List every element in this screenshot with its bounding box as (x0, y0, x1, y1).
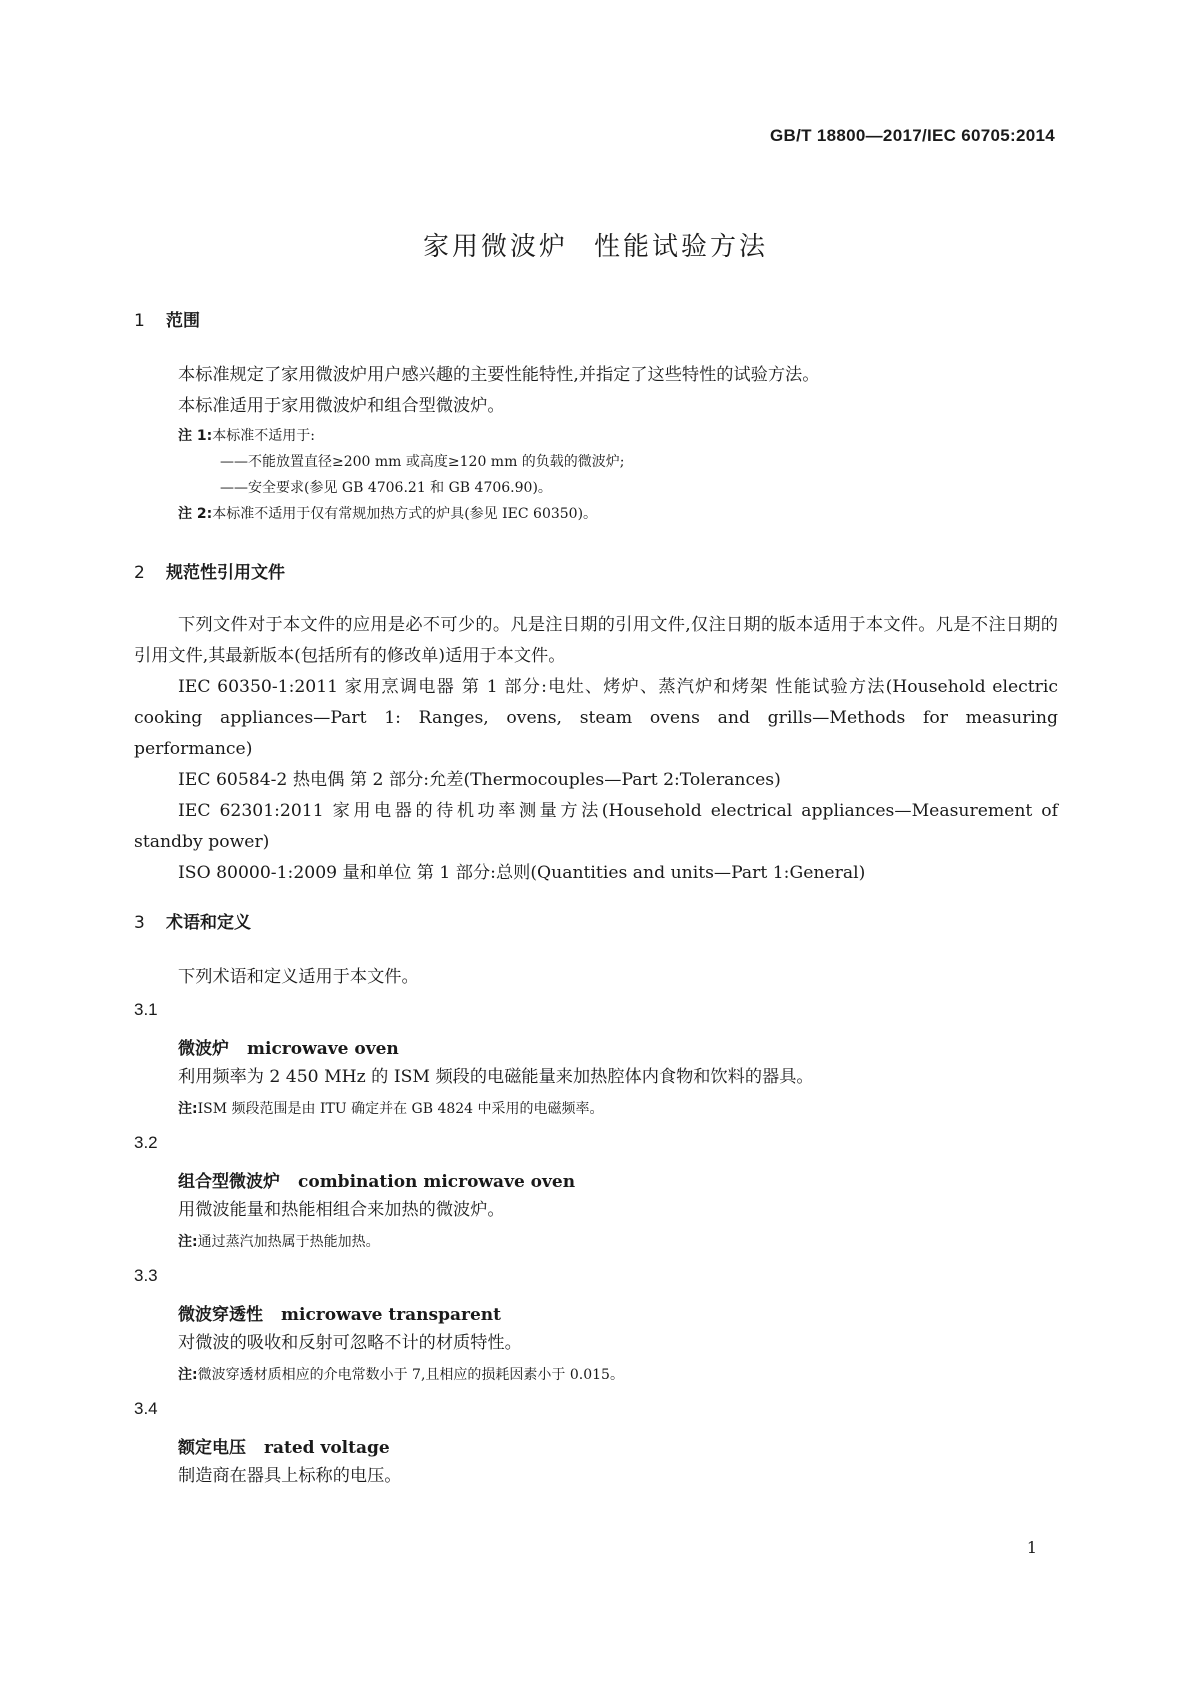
section-heading-scope: 1 范围 (134, 311, 200, 331)
reference-iso-80000-1: ISO 80000-1:2009 量和单位 第 1 部分:总则(Quantities and units—Part 1:General) (178, 863, 866, 883)
title-part-2: 性能试验方法 (594, 232, 769, 262)
term-note: 注:微波穿透材质相应的介电常数小于 7,且相应的损耗因素小于 0.015。 (178, 1367, 624, 1383)
reference-iec-62301: IEC 62301:2011 家用电器的待机功率测量方法(Household electrical appliances—Measurement of standby power) (134, 801, 1058, 852)
term-title: 组合型微波炉 combination microwave oven (178, 1172, 576, 1192)
scope-paragraph-1: 本标准规定了家用微波炉用户感兴趣的主要性能特性,并指定了这些特性的试验方法。 (178, 365, 820, 385)
clause-number: 3.2 (134, 1133, 158, 1152)
term-title: 微波穿透性 microwave transparent (178, 1305, 501, 1325)
section-heading-references: 2 规范性引用文件 (134, 563, 285, 583)
references-intro: 下列文件对于本文件的应用是必不可少的。凡是注日期的引用文件,仅注日期的版本适用于本文件。凡是不注日期的引用文件,其最新版本(包括所有的修改单)适用于本文件。 (134, 615, 1058, 666)
clause-number: 3.4 (134, 1399, 158, 1418)
term-note: 注:ISM 频段范围是由 ITU 确定并在 GB 4824 中采用的电磁频率。 (178, 1101, 604, 1117)
clause-number: 3.3 (134, 1266, 158, 1285)
term-definition: 利用频率为 2 450 MHz 的 ISM 频段的电磁能量来加热腔体内食物和饮料的器具。 (178, 1067, 814, 1087)
term-title: 微波炉 microwave oven (178, 1039, 399, 1059)
scope-paragraph-2: 本标准适用于家用微波炉和组合型微波炉。 (178, 396, 505, 416)
reference-iec-60584-2: IEC 60584-2 热电偶 第 2 部分:允差(Thermocouples—Part 2:Tolerances) (178, 770, 781, 790)
section-heading-terms: 3 术语和定义 (134, 913, 251, 933)
reference-iec-60350-1: IEC 60350-1:2011 家用烹调电器 第 1 部分:电灶、烤炉、蒸汽炉和烤架 性能试验方法(Household electric cooking appliances—Part 1: Ranges, ovens, steam ovens and grills—Methods for measuring performance) (134, 677, 1058, 759)
term-title: 额定电压 rated voltage (178, 1438, 390, 1458)
term-note: 注:通过蒸汽加热属于热能加热。 (178, 1234, 380, 1250)
scope-note-1-item-1: ——不能放置直径≥200 mm 或高度≥120 mm 的负载的微波炉; (220, 454, 625, 470)
page-number: 1 (1026, 1538, 1037, 1557)
clause-number: 3.1 (134, 1000, 158, 1019)
standard-code: GB/T 18800—2017/IEC 60705:2014 (770, 126, 1055, 145)
document-title (0, 226, 1191, 263)
scope-note-1: 注 1:本标准不适用于: (178, 428, 315, 444)
scope-note-2: 注 2:本标准不适用于仅有常规加热方式的炉具(参见 IEC 60350)。 (178, 506, 598, 522)
scope-note-1-item-2: ——安全要求(参见 GB 4706.21 和 GB 4706.90)。 (220, 480, 552, 496)
term-definition: 用微波能量和热能相组合来加热的微波炉。 (178, 1200, 505, 1220)
term-definition: 制造商在器具上标称的电压。 (178, 1466, 402, 1486)
term-definition: 对微波的吸收和反射可忽略不计的材质特性。 (178, 1333, 522, 1353)
terms-intro: 下列术语和定义适用于本文件。 (178, 967, 419, 987)
title-part-1: 家用微波炉 (422, 232, 568, 262)
